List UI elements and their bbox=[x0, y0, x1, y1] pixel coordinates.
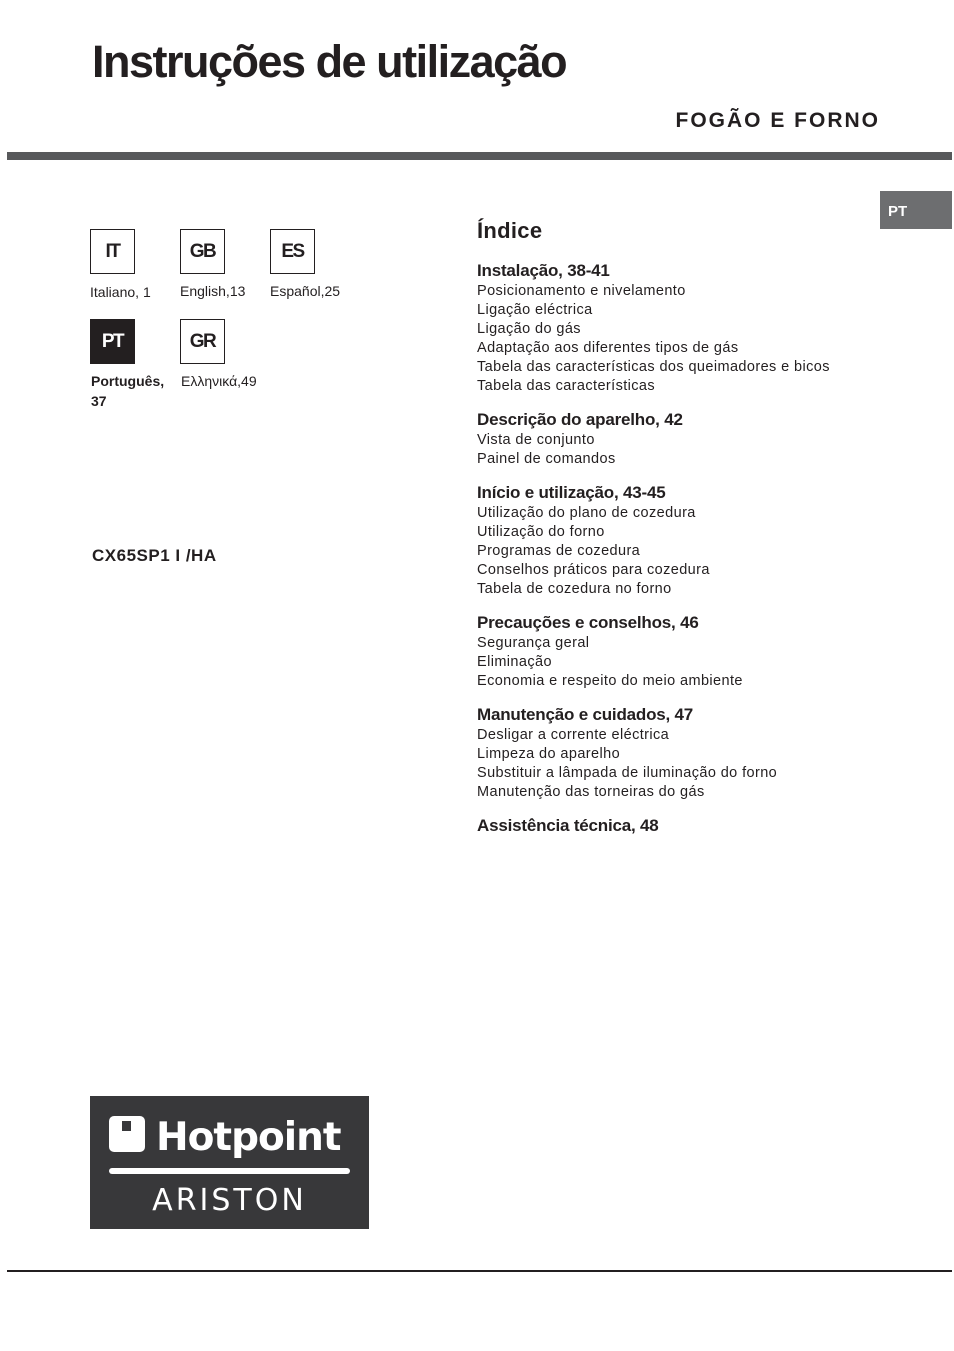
lang-box-it[interactable]: IT bbox=[90, 229, 135, 274]
toc-section-installation bbox=[477, 260, 897, 396]
toc-item[interactable]: Programas de cozedura bbox=[477, 543, 641, 559]
language-side-tab: PT bbox=[880, 191, 952, 229]
lang-box-gb[interactable]: GB bbox=[180, 229, 225, 274]
toc-item[interactable]: Desligar a corrente eléctrica bbox=[477, 727, 670, 743]
logo-divider bbox=[109, 1168, 350, 1174]
logo-square-icon bbox=[109, 1116, 145, 1152]
lang-label-it bbox=[90, 282, 151, 302]
toc-heading[interactable]: Manutenção e cuidados, 47 bbox=[477, 705, 694, 724]
toc-heading[interactable]: Início e utilização, 43-45 bbox=[477, 483, 666, 502]
page-title: Instruções de utilização bbox=[92, 36, 567, 87]
toc-item[interactable]: Substituir a lâmpada de iluminação do forno bbox=[477, 765, 778, 781]
lang-label-gb bbox=[180, 281, 245, 301]
toc-heading[interactable]: Instalação, 38-41 bbox=[477, 261, 610, 280]
toc-item[interactable]: Conselhos práticos para cozedura bbox=[477, 562, 710, 578]
logo-graphic bbox=[90, 1096, 369, 1229]
logo-wordmark-ariston: ARISTON bbox=[152, 1183, 307, 1218]
lang-label-pt bbox=[91, 371, 177, 411]
toc-item[interactable]: Segurança geral bbox=[477, 635, 590, 651]
toc-item[interactable]: Posicionamento e nivelamento bbox=[477, 283, 686, 299]
hotpoint-ariston-logo bbox=[90, 1096, 369, 1229]
toc-item[interactable]: Limpeza do aparelho bbox=[477, 746, 621, 762]
footer-divider bbox=[7, 1270, 952, 1272]
lang-box-es[interactable]: ES bbox=[270, 229, 315, 274]
lang-name: Português, bbox=[91, 373, 165, 389]
toc-heading[interactable]: Descrição do aparelho, 42 bbox=[477, 410, 683, 429]
toc-heading[interactable]: Precauções e conselhos, 46 bbox=[477, 613, 699, 632]
lang-page: 49 bbox=[241, 373, 257, 389]
toc-item[interactable]: Ligação eléctrica bbox=[477, 302, 593, 318]
toc-item[interactable]: Economia e respeito do meio ambiente bbox=[477, 673, 743, 689]
toc-section-precautions bbox=[477, 612, 897, 691]
lang-name: English, bbox=[180, 283, 230, 299]
toc-item[interactable]: Eliminação bbox=[477, 654, 552, 670]
toc-item[interactable]: Ligação do gás bbox=[477, 321, 581, 337]
toc-item[interactable]: Adaptação aos diferentes tipos de gás bbox=[477, 340, 739, 356]
toc-item[interactable]: Tabela das características dos queimadores e bicos bbox=[477, 359, 830, 375]
toc-item[interactable]: Tabela de cozedura no forno bbox=[477, 581, 672, 597]
lang-page: 1 bbox=[142, 284, 151, 300]
toc-section-start-use bbox=[477, 482, 897, 599]
lang-page: 13 bbox=[229, 283, 246, 299]
lang-label-gr bbox=[181, 371, 257, 391]
table-of-contents bbox=[477, 218, 897, 850]
lang-box-pt[interactable]: PT bbox=[90, 319, 135, 364]
toc-item[interactable]: Utilização do forno bbox=[477, 524, 605, 540]
toc-heading[interactable]: Assistência técnica, 48 bbox=[477, 816, 659, 835]
model-number: CX65SP1 I /HA bbox=[92, 546, 217, 565]
product-type: FOGÃO E FORNO bbox=[675, 109, 880, 132]
toc-section-maintenance bbox=[477, 704, 897, 802]
lang-name: Español, bbox=[270, 283, 325, 299]
toc-item[interactable]: Utilização do plano de cozedura bbox=[477, 505, 696, 521]
logo-wordmark-hotpoint: Hotpoint bbox=[156, 1115, 341, 1160]
toc-item[interactable]: Manutenção das torneiras do gás bbox=[477, 784, 705, 800]
header-divider bbox=[7, 152, 952, 160]
toc-item[interactable]: Vista de conjunto bbox=[477, 432, 595, 448]
toc-section-assistance bbox=[477, 815, 897, 837]
lang-label-es bbox=[270, 281, 340, 301]
toc-item[interactable]: Tabela das características bbox=[477, 378, 656, 394]
lang-name: Ελληνικά, bbox=[181, 373, 242, 389]
lang-box-gr[interactable]: GR bbox=[180, 319, 225, 364]
toc-title: Índice bbox=[477, 218, 543, 243]
lang-page: 37 bbox=[91, 393, 107, 409]
lang-page: 25 bbox=[324, 283, 341, 299]
toc-section-description bbox=[477, 409, 897, 469]
lang-name: Italiano, bbox=[90, 284, 140, 300]
toc-item[interactable]: Painel de comandos bbox=[477, 451, 616, 467]
